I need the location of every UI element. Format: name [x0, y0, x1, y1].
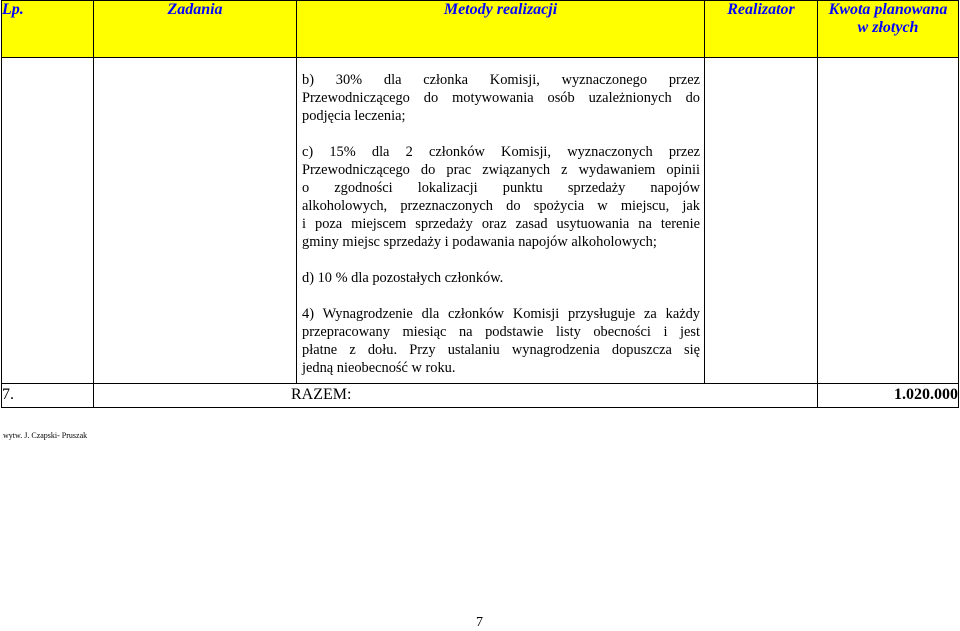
- paragraph-d-line-1: d) 10 % dla pozostałych członków.: [302, 270, 504, 286]
- total-label: RAZEM:: [291, 386, 352, 403]
- header-kwota: [818, 1, 959, 58]
- total-label-cell: [94, 384, 818, 408]
- paragraph-c-line-3: o zgodności lokalizacji punktu sprzedaży napojów: [302, 180, 700, 196]
- cell-realizator: [705, 58, 818, 384]
- paragraph-4-line-4: jedną nieobecność w roku.: [302, 360, 456, 376]
- cell-metody-realizacji: [297, 58, 705, 384]
- paragraph-b: [302, 71, 700, 125]
- paragraph-c-line-5: i poza miejscem sprzedaży oraz zasad usytuowania na terenie: [302, 216, 700, 232]
- paragraph-c-line-2: Przewodniczącego do prac związanych z wydawaniem opinii: [302, 162, 700, 178]
- total-row: [2, 384, 959, 408]
- page-number: 7: [476, 615, 483, 630]
- header-row: [2, 1, 959, 58]
- cell-kwota: [818, 58, 959, 384]
- total-value: 1.020.000: [818, 384, 959, 408]
- paragraph-c-line-6: gminy miejsc sprzedaży i podawania napojów alkoholowych;: [302, 234, 657, 250]
- cell-lp: [2, 58, 94, 384]
- content-row: [2, 58, 959, 384]
- header-metody-realizacji: Metody realizacji: [297, 1, 705, 58]
- paragraph-4-line-1: 4) Wynagrodzenie dla członków Komisji przysługuje za każdy: [302, 306, 700, 322]
- methods-content: [297, 58, 704, 377]
- paragraph-4: [302, 305, 700, 377]
- header-realizator: Realizator: [705, 1, 818, 58]
- total-number: 7.: [2, 384, 94, 408]
- paragraph-4-line-3: płatne z dołu. Przy ustalaniu wynagrodzenia dopuszcza się: [302, 342, 700, 358]
- paragraph-4-line-2: przepracowany miesiąc na podstawie listy obecności i jest: [302, 324, 700, 340]
- header-zadania: Zadania: [94, 1, 297, 58]
- header-kwota-line2: w złotych: [857, 19, 919, 36]
- paragraph-c-line-4: alkoholowych, przeznaczonych do spożycia w miejscu, jak: [302, 198, 700, 214]
- paragraph-b-line-2: Przewodniczącego do motywowania osób uzależnionych do: [302, 90, 700, 106]
- paragraph-d: [302, 269, 700, 287]
- cell-zadania: [94, 58, 297, 384]
- header-kwota-line1: Kwota planowana: [828, 1, 948, 18]
- paragraph-b-line-1: b) 30% dla członka Komisji, wyznaczonego przez: [302, 72, 700, 88]
- budget-table: [1, 0, 959, 408]
- header-lp: Lp.: [2, 1, 94, 58]
- paragraph-c-line-1: c) 15% dla 2 członków Komisji, wyznaczonych przez: [302, 144, 700, 160]
- paragraph-b-line-3: podjęcia leczenia;: [302, 108, 406, 124]
- author-footnote: wytw. J. Czapski- Pruszak: [3, 431, 88, 440]
- paragraph-c: [302, 143, 700, 251]
